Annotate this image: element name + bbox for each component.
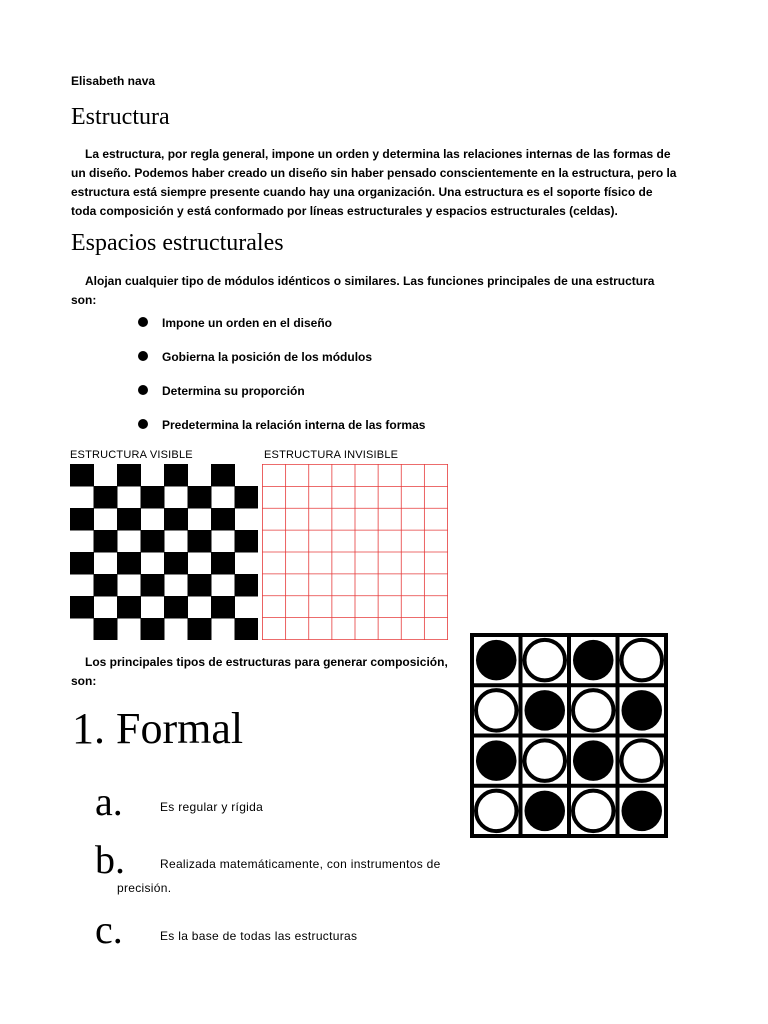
checker-square bbox=[235, 574, 259, 597]
checker-square bbox=[211, 552, 235, 575]
types-paragraph: Los principales tipos de estructuras para generar composición, son: bbox=[71, 655, 448, 688]
intro-paragraph: La estructura, por regla general, impone un orden y determina las relaciones internas de las formas de un diseño. Podemos haber creado un diseño sin haber pensado conscientemente en la estructura, pero la estructura está siempre presente cuando hay una organización. Una estructura es el soporte físico de toda composición y está conformado por líneas estructurales y espacios estructurales (celdas). bbox=[71, 147, 677, 218]
functions-list bbox=[138, 312, 425, 448]
white-circle bbox=[525, 640, 566, 681]
white-circle bbox=[573, 791, 614, 832]
checker-square bbox=[94, 574, 118, 597]
checker-square bbox=[235, 530, 259, 553]
checker-square bbox=[117, 464, 141, 487]
bullet-icon bbox=[138, 351, 148, 361]
checker-square bbox=[141, 486, 165, 509]
item-text-b-continued: precisión. bbox=[117, 881, 172, 895]
checker-square bbox=[188, 530, 212, 553]
item-text-b: Realizada matemáticamente, con instrumentos de bbox=[160, 857, 441, 871]
black-circle bbox=[573, 640, 614, 681]
checker-square bbox=[211, 464, 235, 487]
checker-square bbox=[70, 596, 94, 619]
caption-estructura-visible: ESTRUCTURA VISIBLE bbox=[70, 449, 193, 461]
checker-square bbox=[70, 508, 94, 531]
item-letter-b: b. bbox=[95, 837, 125, 882]
list-item-label: Gobierna la posición de los módulos bbox=[162, 350, 373, 364]
white-circle bbox=[476, 690, 517, 731]
list-item-label: Predetermina la relación interna de las formas bbox=[162, 418, 426, 432]
black-circle bbox=[525, 791, 566, 832]
author-name: Elisabeth nava bbox=[71, 74, 156, 88]
list-item-label: Impone un orden en el diseño bbox=[162, 316, 333, 330]
checker-square bbox=[164, 596, 188, 619]
checker-square bbox=[117, 552, 141, 575]
checker-square bbox=[211, 508, 235, 531]
checkerboard-figure bbox=[70, 464, 258, 640]
white-circle bbox=[622, 640, 663, 681]
list-item bbox=[138, 414, 425, 448]
checker-square bbox=[94, 486, 118, 509]
item-text-a: Es regular y rígida bbox=[160, 800, 264, 814]
list-item bbox=[138, 380, 425, 414]
checker-square bbox=[141, 530, 165, 553]
red-grid-figure bbox=[262, 464, 448, 640]
checker-square bbox=[94, 530, 118, 553]
checker-square bbox=[141, 618, 165, 640]
white-circle bbox=[476, 791, 517, 832]
white-circle bbox=[525, 740, 566, 781]
caption-estructura-invisible: ESTRUCTURA INVISIBLE bbox=[264, 449, 399, 461]
checker-square bbox=[164, 552, 188, 575]
checker-square bbox=[164, 508, 188, 531]
list-item-label: Determina su proporción bbox=[162, 384, 305, 398]
black-circle bbox=[622, 791, 663, 832]
item-letter-a: a. bbox=[95, 779, 123, 824]
bullet-icon bbox=[138, 385, 148, 395]
checker-square bbox=[211, 596, 235, 619]
checker-square bbox=[188, 618, 212, 640]
checker-square bbox=[188, 574, 212, 597]
checker-square bbox=[235, 486, 259, 509]
item-letter-c: c. bbox=[95, 907, 123, 952]
black-circle bbox=[525, 690, 566, 731]
list-item bbox=[138, 312, 425, 346]
white-circle bbox=[573, 690, 614, 731]
heading-espacios-estructurales: Espacios estructurales bbox=[71, 230, 284, 256]
black-circle bbox=[622, 690, 663, 731]
checker-square bbox=[235, 618, 259, 640]
checker-square bbox=[117, 508, 141, 531]
circle-grid-figure bbox=[470, 633, 668, 838]
black-circle bbox=[476, 640, 517, 681]
list-item bbox=[138, 346, 425, 380]
checker-square bbox=[117, 596, 141, 619]
black-circle bbox=[476, 740, 517, 781]
formal-heading: 1. Formal bbox=[72, 704, 244, 753]
espacios-paragraph: Alojan cualquier tipo de módulos idénticos o similares. Las funciones principales de una estructura son: bbox=[71, 274, 655, 307]
checker-square bbox=[70, 464, 94, 487]
heading-estructura: Estructura bbox=[71, 104, 170, 130]
item-text-c: Es la base de todas las estructuras bbox=[160, 929, 358, 943]
bullet-icon bbox=[138, 419, 148, 429]
white-circle bbox=[622, 740, 663, 781]
black-circle bbox=[573, 740, 614, 781]
checker-square bbox=[70, 552, 94, 575]
checker-square bbox=[164, 464, 188, 487]
bullet-icon bbox=[138, 317, 148, 327]
checker-square bbox=[141, 574, 165, 597]
checker-square bbox=[188, 486, 212, 509]
checker-square bbox=[94, 618, 118, 640]
